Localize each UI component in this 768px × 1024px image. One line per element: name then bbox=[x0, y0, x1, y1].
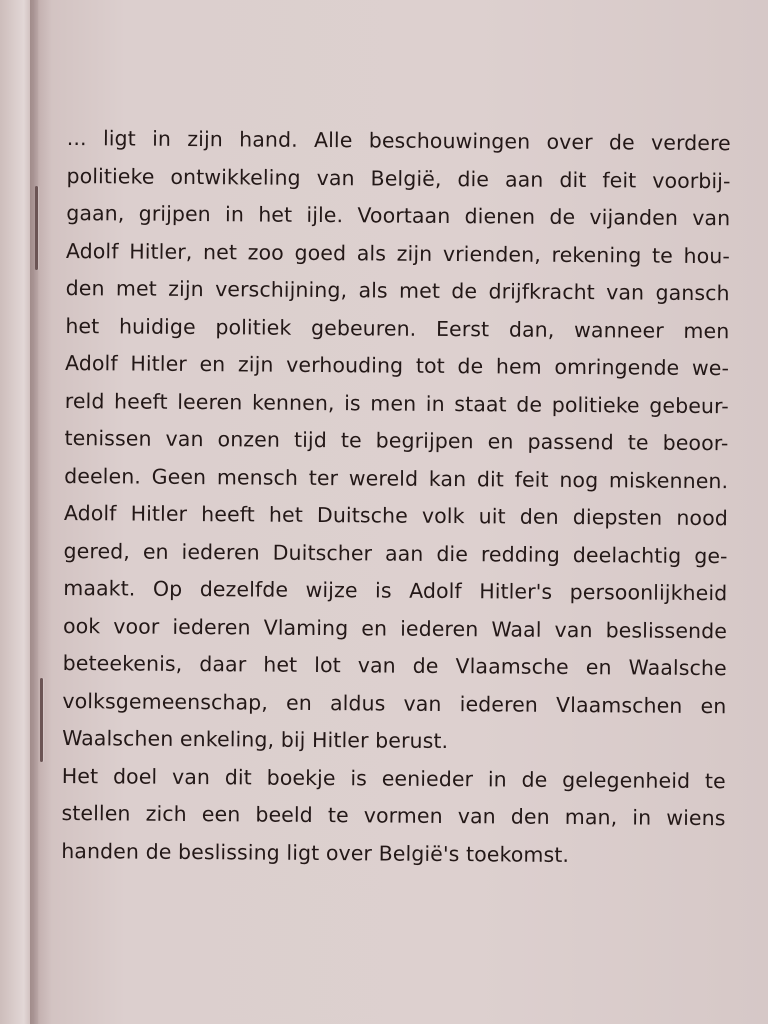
text-line: maakt. Op dezelfde wijze is Adolf Hitler's persoonlijkheid bbox=[63, 575, 728, 606]
text-line: ... ligt in zijn hand. Alle beschouwingen over de verdere bbox=[66, 125, 731, 156]
text-line: Het doel van dit boekje is eenieder in de gelegenheid te bbox=[61, 763, 726, 793]
text-line: Adolf Hitler heeft het Duitsche volk uit den diepsten nood bbox=[63, 500, 728, 531]
text-line: beteekenis, daar het lot van de Vlaamsche en Waalsche bbox=[62, 650, 727, 681]
gutter-shadow bbox=[30, 0, 52, 1024]
body-text bbox=[61, 120, 731, 875]
text-line: gered, en iederen Duitscher aan die redding deelachtig ge- bbox=[63, 538, 728, 568]
text-line: ook voor iederen Vlaming en iederen Waal van beslissende bbox=[62, 613, 728, 643]
text-line: den met zijn verschijning, als met de drijfkracht van gansch bbox=[65, 275, 730, 306]
text-line: gaan, grijpen in het ijle. Voortaan dienen de vijanden van bbox=[66, 200, 731, 231]
text-line: handen de beslissing ligt over België's toekomst. bbox=[61, 838, 570, 867]
text-line: politieke ontwikkeling van België, die aan dit feit voorbij- bbox=[66, 163, 731, 193]
text-line: Adolf Hitler, net zoo goed als zijn vrienden, rekening te hou- bbox=[65, 238, 731, 268]
text-line: stellen zich een beeld te vormen van den man, in wiens bbox=[61, 800, 726, 831]
left-page-edge bbox=[0, 0, 34, 1024]
text-line: het huidige politiek gebeuren. Eerst dan, wanneer men bbox=[65, 313, 730, 343]
paragraph-2 bbox=[61, 757, 726, 875]
text-line: Waalschen enkeling, bij Hitler berust. bbox=[62, 725, 449, 754]
staple-bottom bbox=[40, 678, 43, 762]
staple-top bbox=[35, 186, 38, 270]
text-line: volksgemeenschap, en aldus van iederen Vlaamschen en bbox=[62, 688, 727, 718]
text-line: Adolf Hitler en zijn verhouding tot de hem omringende we- bbox=[64, 350, 730, 381]
text-line: deelen. Geen mensch ter wereld kan dit feit nog miskennen. bbox=[64, 463, 729, 493]
text-line: reld heeft leeren kennen, is men in staat de politieke gebeur- bbox=[64, 388, 729, 418]
text-line: tenissen van onzen tijd te begrijpen en passend te beoor- bbox=[64, 425, 729, 456]
paragraph-1 bbox=[62, 120, 731, 763]
